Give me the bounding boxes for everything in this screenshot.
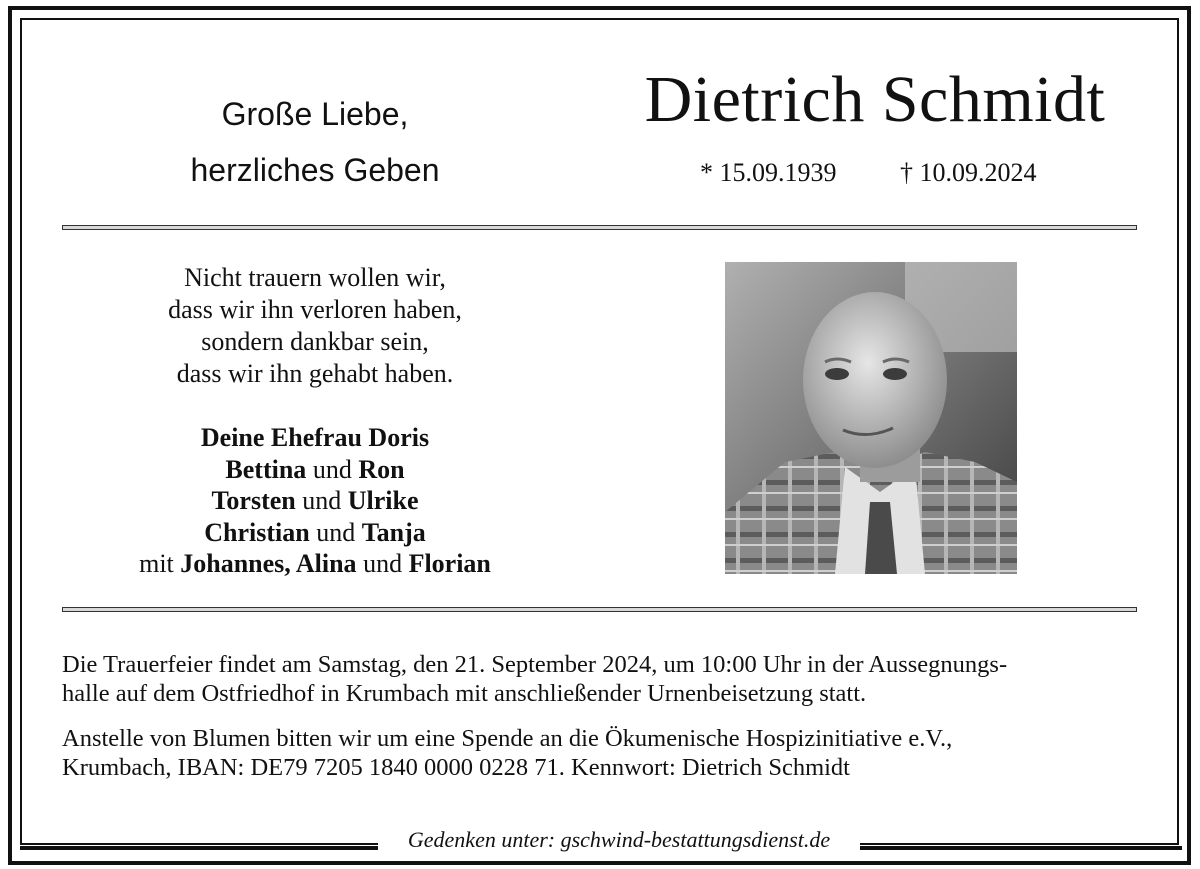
ceremony-line: halle auf dem Ostfriedhof in Krumbach mit anschließender Urnenbeisetzung statt. (62, 680, 867, 707)
donation-line: Krumbach, IBAN: DE79 7205 1840 0000 0228 71. Kennwort: Dietrich Schmidt (62, 754, 850, 781)
donation-notice (62, 724, 1142, 782)
family-signatures (80, 422, 550, 580)
family-line (80, 548, 550, 580)
death-date: † 10.09.2024 (900, 158, 1037, 187)
family-name: Bettina (225, 454, 307, 484)
family-name: Deine Ehefrau Doris (200, 423, 430, 452)
connector-text: und (295, 486, 348, 515)
family-name: Ron (358, 454, 405, 484)
connector-text: und (306, 454, 359, 484)
verse-line: Nicht trauern wollen wir, (184, 263, 446, 292)
memorial-verse (100, 262, 530, 390)
divider-top (62, 225, 1137, 230)
divider-bottom (62, 607, 1137, 612)
ceremony-line: Die Trauerfeier findet am Samstag, den 21. September 2024, um 10:00 Uhr in der Aussegnungs- (62, 651, 1008, 678)
verse-line: sondern dankbar sein, (201, 327, 429, 356)
connector-text: mit (139, 549, 181, 578)
family-line (80, 517, 550, 549)
slogan-line-2: herzliches Geben (190, 152, 440, 188)
family-name: Ulrike (347, 486, 419, 515)
portrait-photo (725, 262, 1017, 574)
verse-line: dass wir ihn verloren haben, (168, 295, 462, 324)
verse-line: dass wir ihn gehabt haben. (176, 359, 454, 388)
family-name: Torsten (211, 486, 296, 515)
family-line (80, 454, 550, 486)
family-line (80, 422, 550, 454)
birth-date: * 15.09.1939 (700, 158, 837, 187)
family-line (80, 485, 550, 517)
family-name: Johannes, Alina (180, 549, 357, 578)
connector-text: und (309, 517, 362, 547)
deceased-name: Dietrich Schmidt (644, 63, 1106, 136)
footer-rule-right (860, 846, 1182, 850)
footer-rule-left (20, 846, 378, 850)
slogan-line-1: Große Liebe, (221, 96, 409, 132)
ceremony-notice (62, 650, 1142, 708)
connector-text: und (356, 549, 409, 578)
family-name: Florian (408, 549, 491, 578)
family-name: Tanja (361, 517, 426, 547)
portrait-illustration (725, 262, 1017, 574)
donation-line: Anstelle von Blumen bitten wir um eine Spende an die Ökumenische Hospizinitiative e.V., (62, 725, 953, 752)
family-name: Christian (204, 517, 310, 547)
memorial-website: Gedenken unter: gschwind-bestattungsdienst.de (378, 827, 860, 853)
